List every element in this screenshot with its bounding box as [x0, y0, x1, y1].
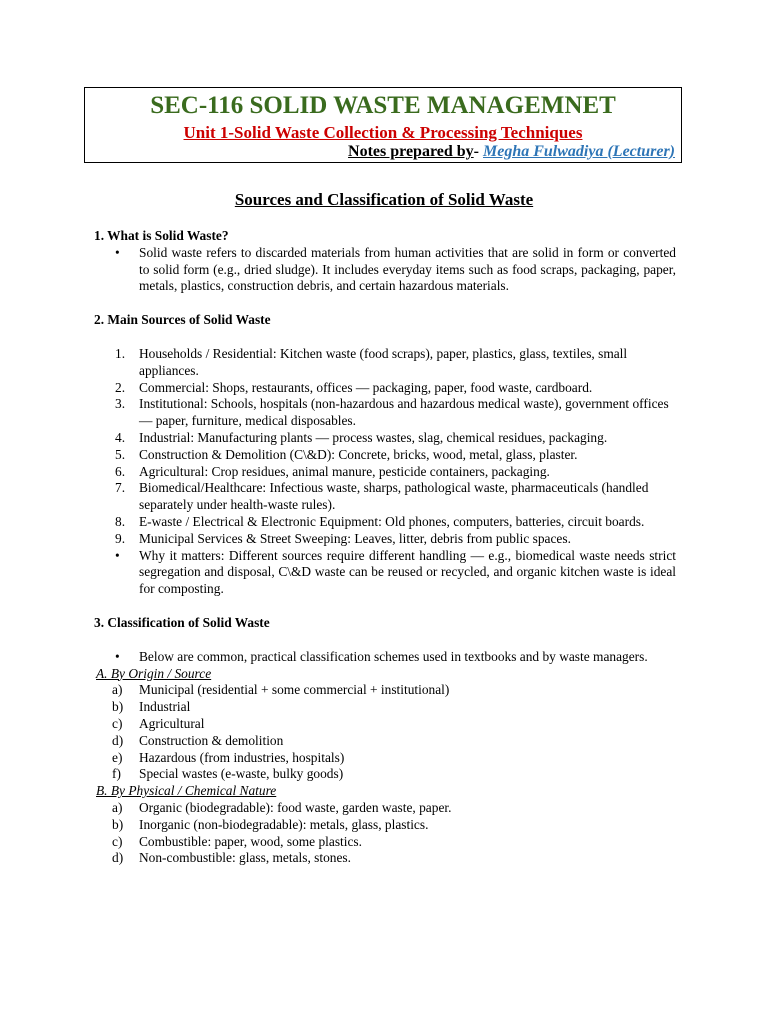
list-item: [94, 531, 676, 548]
list-marker: 5.: [115, 446, 126, 462]
list-item: [94, 548, 676, 598]
list-item-text: Biomedical/Healthcare: Infectious waste, sharps, pathological waste, pharmaceuticals (handled separately under health-waste rules).: [139, 480, 649, 513]
notes-credit: [348, 142, 675, 162]
list-marker: b): [112, 816, 124, 832]
list-item: [94, 396, 676, 430]
list-item: [94, 817, 676, 834]
list-item: [94, 464, 676, 481]
list-item-text: Institutional: Schools, hospitals (non-hazardous and hazardous medical waste), government offices — paper, furniture, medical disposables.: [139, 396, 669, 429]
list-marker: 2.: [115, 379, 126, 395]
list-item: [94, 514, 676, 531]
list-marker: d): [112, 732, 124, 748]
list-item: [94, 750, 676, 767]
document-body: [94, 228, 676, 867]
list-item-text: Commercial: Shops, restaurants, offices — packaging, paper, food waste, cardboard.: [139, 379, 593, 395]
list-item-text: Inorganic (non-biodegradable): metals, glass, plastics.: [139, 816, 429, 832]
list-item-text: Non-combustible: glass, metals, stones.: [139, 850, 351, 866]
list-item-text: Why it matters: Different sources require different handling — e.g., biomedical waste needs strict segregation and disposal, C\&D waste can be reused or recycled, and organic kitchen waste is ideal for composting.: [139, 547, 676, 597]
list-item-text: Special wastes (e-waste, bulky goods): [139, 766, 344, 782]
section-heading-what-is: 1. What is Solid Waste?: [94, 228, 229, 243]
definition-text: Solid waste refers to discarded materials from human activities that are solid in form or converted to solid form (e.g., dried sludge). It includes everyday items such as food scraps, packaging, paper, metals, plastics, construction debris, and certain hazardous materials.: [139, 244, 676, 294]
bullet-marker: •: [115, 648, 120, 664]
list-item: [94, 346, 676, 380]
notes-separator: -: [473, 143, 483, 160]
list-item: [94, 733, 676, 750]
list-item-text: Industrial: Manufacturing plants — process wastes, slag, chemical residues, packaging.: [139, 429, 608, 445]
header-box: [84, 87, 682, 163]
bullet-marker: •: [115, 547, 120, 563]
list-item: [94, 850, 676, 867]
list-marker: a): [112, 799, 123, 815]
section-heading-sources: 2. Main Sources of Solid Waste: [94, 312, 271, 328]
list-marker: 3.: [115, 396, 126, 412]
list-item-text: Construction & Demolition (C\&D): Concrete, bricks, wood, metal, glass, plaster.: [139, 446, 578, 462]
list-item: [94, 834, 676, 851]
section-heading-classification: 3. Classification of Solid Waste: [94, 614, 270, 630]
list-item: [94, 380, 676, 397]
list-marker: e): [112, 749, 123, 765]
list-item: [94, 480, 676, 514]
list-item: [94, 447, 676, 464]
list-item-text: Households / Residential: Kitchen waste (food scraps), paper, plastics, glass, textiles, small appliances.: [139, 345, 628, 378]
list-marker: 9.: [115, 530, 126, 546]
list-marker: 6.: [115, 463, 126, 479]
list-marker: 4.: [115, 429, 126, 445]
list-item: [94, 682, 676, 699]
list-item-text: Agricultural: [139, 715, 205, 731]
list-marker: 1.: [115, 345, 126, 361]
nature-list: [94, 800, 676, 867]
course-title: SEC-116 SOLID WASTE MANAGEMNET: [150, 92, 616, 119]
list-marker: c): [112, 715, 123, 731]
list-item-text: Hazardous (from industries, hospitals): [139, 749, 345, 765]
list-marker: 8.: [115, 513, 126, 529]
notes-label: Notes prepared by: [348, 143, 474, 160]
list-marker: d): [112, 850, 124, 866]
unit-title: Unit 1-Solid Waste Collection & Processing Techniques: [183, 123, 583, 142]
subheading-by-nature: B. By Physical / Chemical Nature: [96, 783, 277, 799]
list-item-text: Industrial: [139, 699, 191, 715]
list-item: [94, 766, 676, 783]
list-item: [94, 245, 676, 295]
list-item: [94, 430, 676, 447]
list-marker: 7.: [115, 480, 126, 496]
list-item-text: Organic (biodegradable): food waste, garden waste, paper.: [139, 799, 452, 815]
list-item: [94, 699, 676, 716]
subheading-by-origin: A. By Origin / Source: [96, 665, 212, 681]
list-item-text: Construction & demolition: [139, 732, 284, 748]
list-marker: a): [112, 682, 123, 698]
list-item: [94, 800, 676, 817]
list-item-text: E-waste / Electrical & Electronic Equipment: Old phones, computers, batteries, circuit boards.: [139, 513, 645, 529]
list-item-text: Municipal (residential + some commercial + institutional): [139, 682, 450, 698]
list-item: [94, 649, 676, 666]
list-marker: f): [112, 766, 121, 782]
list-item-text: Agricultural: Crop residues, animal manure, pesticide containers, packaging.: [139, 463, 550, 479]
author-name: Megha Fulwadiya (Lecturer): [483, 143, 675, 160]
list-item: [94, 716, 676, 733]
document-title: Sources and Classification of Solid Waste: [234, 190, 534, 209]
list-marker: c): [112, 833, 123, 849]
list-marker: b): [112, 699, 124, 715]
list-item-text: Municipal Services & Street Sweeping: Leaves, litter, debris from public spaces.: [139, 530, 571, 546]
bullet-marker: •: [115, 244, 120, 260]
list-item-text: Combustible: paper, wood, some plastics.: [139, 833, 362, 849]
classification-intro: Below are common, practical classification schemes used in textbooks and by waste managers.: [139, 648, 648, 664]
sources-list: [94, 346, 676, 598]
origin-list: [94, 682, 676, 783]
